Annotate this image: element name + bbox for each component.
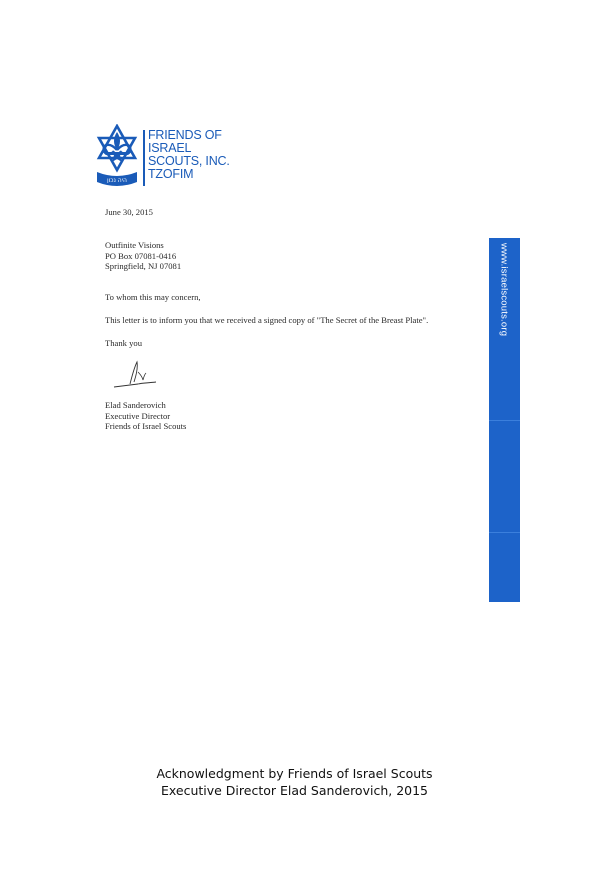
- website-band-text: [489, 238, 520, 358]
- caption-line-2: Executive Director Elad Sanderovich, 2015: [160, 783, 429, 798]
- letter-date: June 30, 2015: [105, 207, 153, 217]
- logo-line-4: TZOFIM: [148, 167, 194, 181]
- recipient-address: [105, 240, 181, 272]
- letter-salutation: To whom this may concern,: [105, 292, 201, 302]
- logo-line-2: ISRAEL: [148, 141, 192, 155]
- band-seam: [489, 420, 520, 421]
- logo-line-3: SCOUTS, INC.: [148, 154, 230, 168]
- signer-name: Elad Sanderovich: [105, 400, 166, 410]
- logo-wordmark: [148, 129, 230, 181]
- handwritten-signature: [112, 358, 162, 390]
- recipient-po-box: PO Box 07081-0416: [105, 250, 177, 261]
- friends-of-israel-scouts-logo: [94, 124, 244, 194]
- caption-line-1: Acknowledgment by Friends of Israel Scouts: [156, 766, 433, 781]
- letter-closing: Thank you: [105, 338, 142, 348]
- signer-block: [105, 400, 186, 432]
- signer-organization: Friends of Israel Scouts: [105, 421, 187, 431]
- recipient-city: Springfield, NJ 07081: [105, 261, 182, 271]
- website-url: www.israelscouts.org: [498, 243, 510, 337]
- recipient-name: Outfinite Visions: [105, 240, 164, 250]
- band-seam: [489, 532, 520, 533]
- logo-divider: [143, 130, 145, 186]
- logo-line-1: FRIENDS OF: [148, 128, 222, 142]
- fleur-de-lis-star-emblem-icon: [94, 124, 140, 190]
- signer-title: Executive Director: [105, 410, 171, 421]
- emblem-motto: היה נכון: [107, 177, 127, 184]
- letter-body: This letter is to inform you that we received a signed copy of "The Secret of the Breast Plate".: [105, 315, 429, 325]
